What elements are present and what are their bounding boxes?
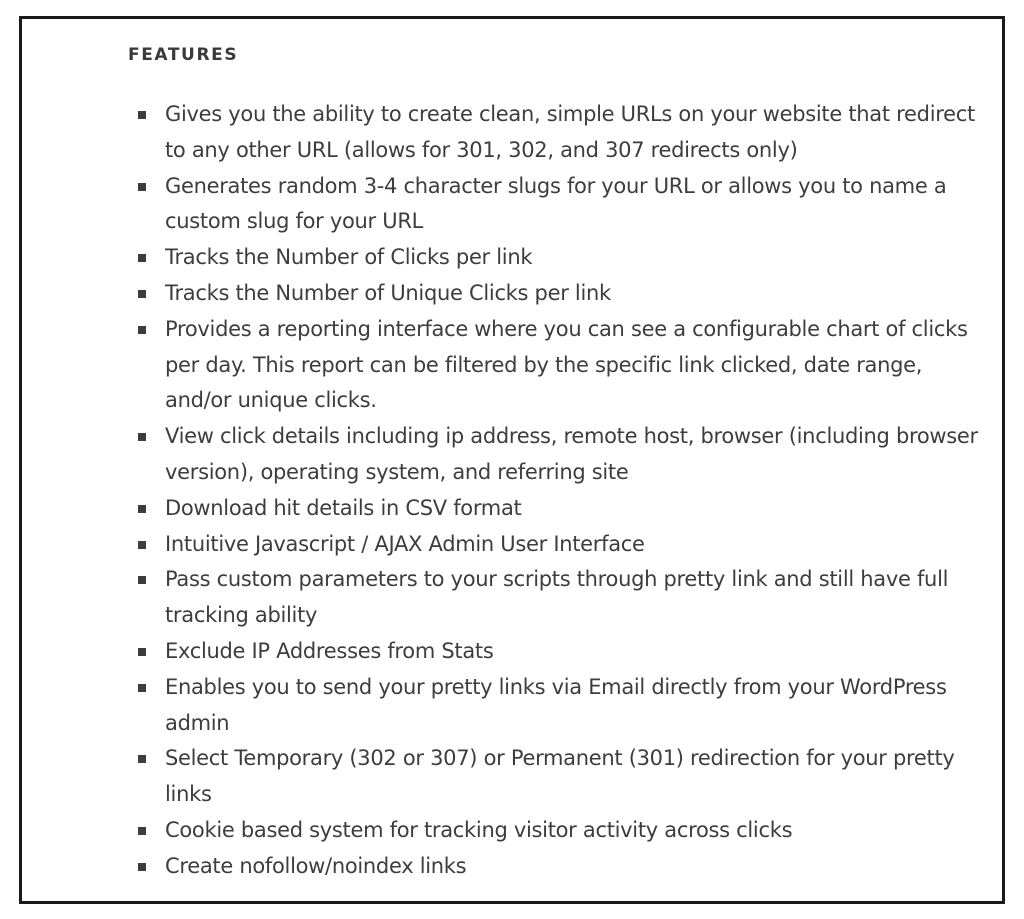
feature-item-clean-urls xyxy=(128,97,988,169)
feature-text: View click details including ip address, remote host, browser (including browser version), operating system, and referring site xyxy=(165,424,978,484)
feature-item-reporting-interface xyxy=(128,312,988,419)
square-bullet-icon xyxy=(138,326,146,334)
square-bullet-icon xyxy=(138,290,146,298)
square-bullet-icon xyxy=(138,576,146,584)
square-bullet-icon xyxy=(138,684,146,692)
features-heading: FEATURES xyxy=(128,45,239,65)
feature-text: Provides a reporting interface where you can see a configurable chart of clicks per day. This report can be filtered by the specific link clicked, date range, and/or unique clicks. xyxy=(165,316,968,413)
feature-item-redirection-type xyxy=(128,741,988,813)
feature-text: Create nofollow/noindex links xyxy=(165,853,467,878)
feature-item-exclude-ips xyxy=(128,634,988,670)
square-bullet-icon xyxy=(138,111,146,119)
feature-item-click-details xyxy=(128,419,988,491)
feature-text: Select Temporary (302 or 307) or Permanent (301) redirection for your pretty links xyxy=(165,746,955,807)
features-section xyxy=(128,43,988,885)
square-bullet-icon xyxy=(138,505,146,513)
feature-item-cookie-tracking xyxy=(128,813,988,849)
square-bullet-icon xyxy=(138,863,146,871)
feature-item-track-clicks xyxy=(128,240,988,276)
screenshot-frame xyxy=(19,16,1005,904)
feature-item-track-unique-clicks xyxy=(128,276,988,312)
feature-text: Cookie based system for tracking visitor activity across clicks xyxy=(165,817,793,842)
features-list xyxy=(128,97,988,885)
feature-text: Tracks the Number of Unique Clicks per link xyxy=(165,280,611,305)
feature-item-random-slugs xyxy=(128,169,988,241)
square-bullet-icon xyxy=(138,183,146,191)
feature-item-custom-parameters xyxy=(128,562,988,634)
feature-text: Intuitive Javascript / AJAX Admin User Interface xyxy=(165,531,645,556)
square-bullet-icon xyxy=(138,827,146,835)
square-bullet-icon xyxy=(138,433,146,441)
feature-item-csv-download xyxy=(128,491,988,527)
feature-text: Tracks the Number of Clicks per link xyxy=(165,245,533,270)
feature-text: Generates random 3-4 character slugs for your URL or allows you to name a custom slug for your URL xyxy=(165,173,947,234)
square-bullet-icon xyxy=(138,541,146,549)
feature-item-email-links xyxy=(128,670,988,742)
feature-item-nofollow-links xyxy=(128,849,988,885)
feature-text: Pass custom parameters to your scripts through pretty link and still have full tracking ability xyxy=(165,567,949,628)
square-bullet-icon xyxy=(138,254,146,262)
feature-text: Enables you to send your pretty links via Email directly from your WordPress admin xyxy=(165,674,947,735)
feature-item-ajax-interface xyxy=(128,527,988,563)
square-bullet-icon xyxy=(138,648,146,656)
feature-text: Exclude IP Addresses from Stats xyxy=(165,638,494,663)
feature-text: Download hit details in CSV format xyxy=(165,495,522,520)
square-bullet-icon xyxy=(138,755,146,763)
feature-text: Gives you the ability to create clean, simple URLs on your website that redirect to any other URL (allows for 301, 302, and 307 redirects only) xyxy=(165,102,975,162)
